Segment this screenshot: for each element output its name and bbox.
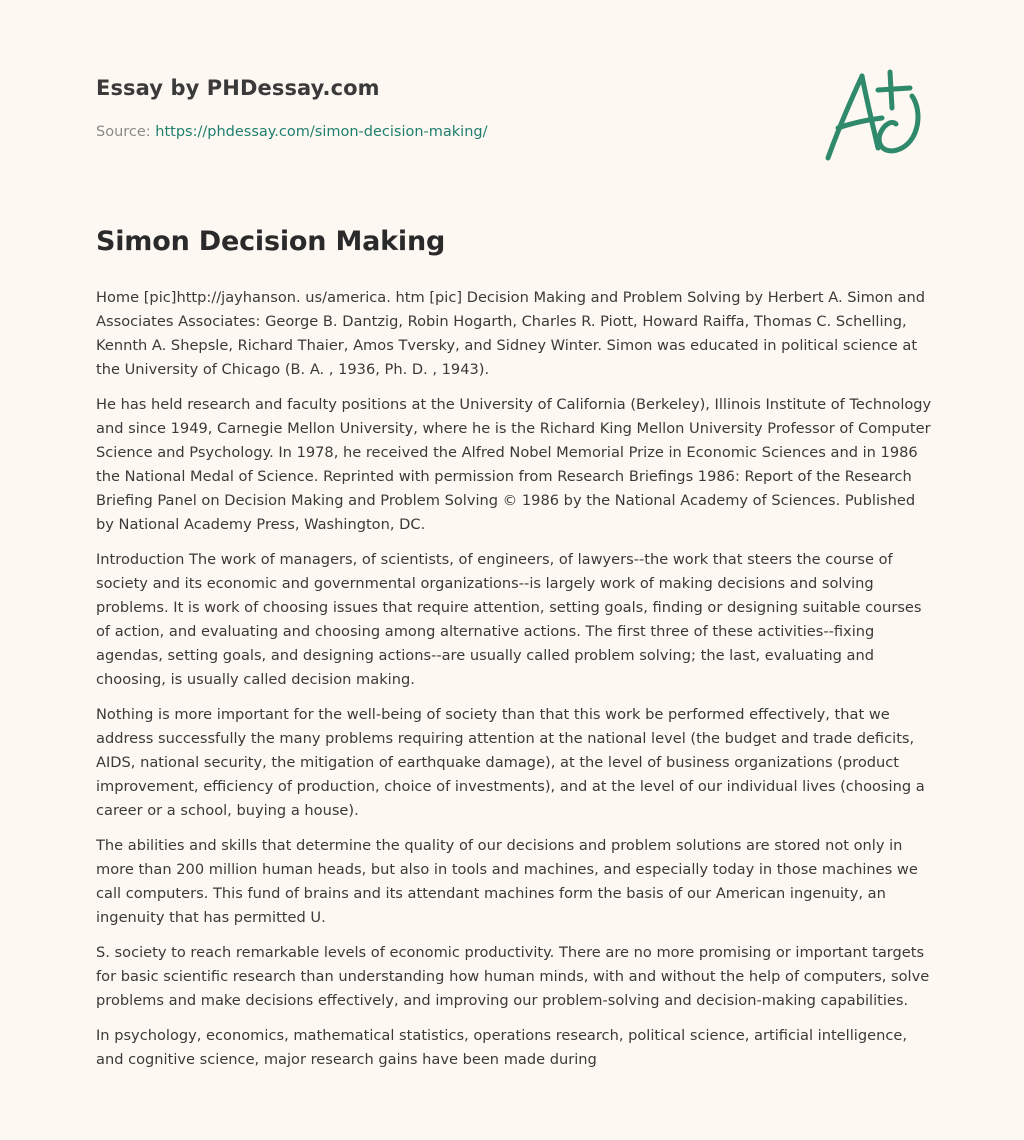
essay-body — [96, 286, 932, 1083]
essay-paragraph: The abilities and skills that determine the quality of our decisions and problem solutions are stored not only in more than 200 million human heads, but also in tools and machines, and especially today in those machines we call computers. This fund of brains and its attendant machines form the basis of our American ingenuity, an ingenuity that has permitted U. — [96, 837, 918, 926]
source-line — [96, 124, 487, 140]
essay-paragraph: He has held research and faculty positions at the University of California (Berkeley), Illinois Institute of Technology and since 1949, Carnegie Mellon University, where he is the Richard King Mellon University Professor of Computer Science and Psychology. In 1978, he received the Alfred Nobel Memorial Prize in Economic Sciences and in 1986 the National Medal of Science. Reprinted with permission from Research Briefings 1986: Report of the Research Briefing Panel on Decision Making and Problem Solving © 1986 by the National Academy of Sciences. Published by National Academy Press, Washington, DC. — [96, 396, 932, 533]
source-label: Source: — [96, 124, 151, 140]
a-plus-logo-icon — [824, 68, 928, 166]
essay-paragraph: Home [pic]http://jayhanson. us/america. htm [pic] Decision Making and Problem Solving by Herbert A. Simon and Associates Associates: George B. Dantzig, Robin Hogarth, Charles R. Piott, Howard Raiffa, Thomas C. Schelling, Kennth A. Shepsle, Richard Thaier, Amos Tversky, and Sidney Winter. Simon was educated in political science at the University of Chicago (B. A. , 1936, Ph. D. , 1943). — [96, 289, 926, 378]
essay-title: Simon Decision Making — [96, 226, 446, 257]
source-link[interactable]: https://phdessay.com/simon-decision-making/ — [155, 124, 488, 140]
essay-paragraph: In psychology, economics, mathematical statistics, operations research, political science, artificial intelligence, and cognitive science, major research gains have been made during — [96, 1027, 907, 1068]
essay-paragraph: S. society to reach remarkable levels of economic productivity. There are no more promising or important targets for basic scientific research than understanding how human minds, with and without the help of computers, solve problems and make decisions effectively, and improving our problem-solving and decision-making capabilities. — [96, 944, 930, 1009]
essay-paragraph: Introduction The work of managers, of scientists, of engineers, of lawyers--the work that steers the course of society and its economic and governmental organizations--is largely work of making decisions and solving problems. It is work of choosing issues that require attention, setting goals, finding or designing suitable courses of action, and evaluating and choosing among alternative actions. The first three of these activities--fixing agendas, setting goals, and designing actions--are usually called problem solving; the last, evaluating and choosing, is usually called decision making. — [96, 551, 922, 688]
essay-paragraph: Nothing is more important for the well-being of society than that this work be performed effectively, that we address successfully the many problems requiring attention at the national level (the budget and trade deficits, AIDS, national security, the mitigation of earthquake damage), at the level of business organizations (product improvement, efficiency of production, choice of investments), and at the level of our individual lives (choosing a career or a school, buying a house). — [96, 706, 925, 819]
site-title: Essay by PHDessay.com — [96, 76, 380, 100]
